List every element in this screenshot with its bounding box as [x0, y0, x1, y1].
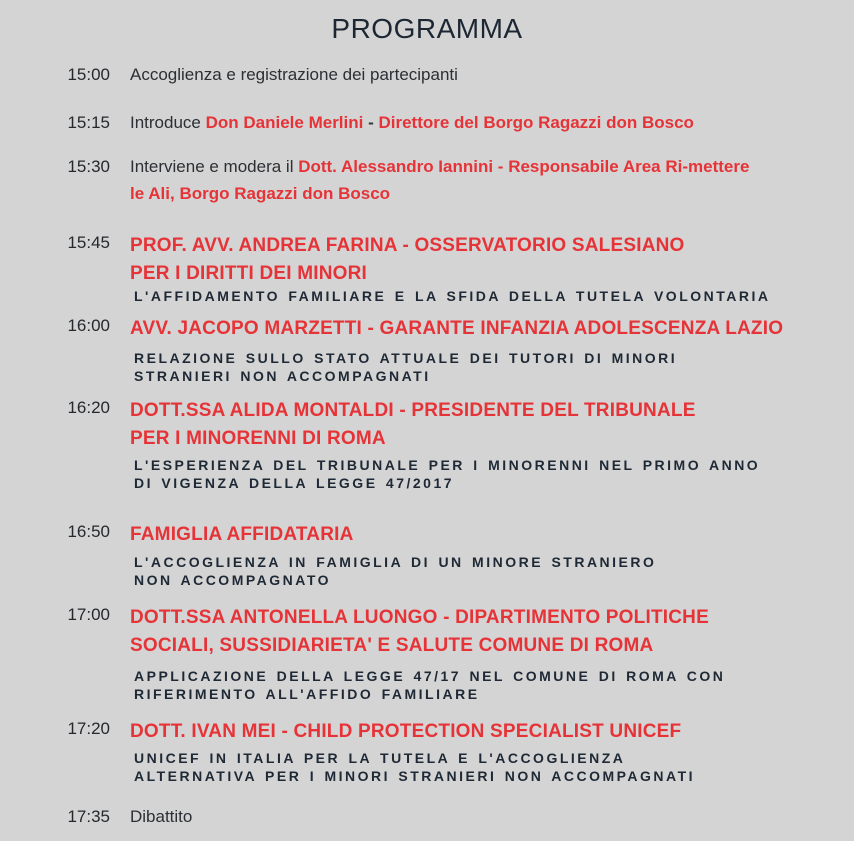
row-content [130, 604, 850, 703]
talk-title-block [134, 288, 850, 306]
talk-title-line: STRANIERI NON ACCOMPAGNATI [134, 367, 431, 384]
schedule-row-1515 [0, 112, 854, 134]
row-content [130, 151, 850, 210]
schedule-row-1720 [0, 718, 854, 785]
talk-title-line: RELAZIONE SULLO STATO ATTUALE DEI TUTORI DI MINORI [134, 350, 678, 366]
speaker-role: Direttore del Borgo Ragazzi don Bosco [378, 113, 694, 132]
time-label: 17:20 [67, 719, 110, 738]
schedule-row-1735 [0, 806, 854, 828]
speaker-heading: AVV. JACOPO MARZETTI - GARANTE INFANZIA ADOLESCENZA LAZIO [130, 318, 784, 339]
talk-title-line: UNICEF IN ITALIA PER LA TUTELA E L'ACCOGLIENZA [134, 750, 626, 766]
schedule-row-1620 [0, 397, 854, 492]
row-content [130, 806, 850, 828]
page-title: PROGRAMMA [331, 13, 523, 44]
time-label: 15:15 [67, 113, 110, 132]
schedule-row-1650 [0, 521, 854, 589]
talk-title-block [134, 457, 850, 492]
talk-title-line: APPLICAZIONE DELLA LEGGE 47/17 NEL COMUNE DI ROMA CON [134, 668, 726, 684]
talk-title-line: DI VIGENZA DELLA LEGGE 47/2017 [134, 474, 455, 491]
schedule-row-1600 [0, 315, 854, 385]
talk-title-block [134, 668, 850, 703]
row-content [130, 64, 850, 86]
schedule-row-1500 [0, 64, 854, 86]
talk-title-block [134, 750, 850, 785]
schedule-row-1530 [0, 156, 854, 210]
row-content [130, 397, 850, 492]
event-line [130, 112, 850, 134]
speaker-name: Dott. Alessandro Iannini - Responsabile Area Ri-mettere [298, 157, 750, 176]
schedule-row-1545 [0, 232, 854, 306]
talk-title-line: ALTERNATIVA PER I MINORI STRANIERI NON ACCOMPAGNATI [134, 767, 696, 784]
speaker-heading: PER I MINORENNI DI ROMA [130, 428, 386, 449]
row-content [130, 521, 850, 589]
speaker-role: le Ali, Borgo Ragazzi don Bosco [130, 184, 391, 203]
talk-title-line: NON ACCOMPAGNATO [134, 571, 332, 588]
talk-title-block [134, 350, 850, 385]
speaker-heading: DOTT. IVAN MEI - CHILD PROTECTION SPECIALIST UNICEF [130, 721, 682, 742]
row-content [130, 232, 850, 306]
speaker-heading: SOCIALI, SUSSIDIARIETA' E SALUTE COMUNE DI ROMA [130, 635, 654, 656]
event-text: Introduce [130, 113, 206, 132]
time-label: 15:30 [67, 157, 110, 176]
time-label: 16:20 [67, 398, 110, 417]
time-label: 15:45 [67, 233, 110, 252]
time-label: 16:50 [67, 522, 110, 541]
row-content [130, 718, 850, 785]
speaker-heading: PROF. AVV. ANDREA FARINA - OSSERVATORIO SALESIANO [130, 235, 685, 256]
schedule-row-1700 [0, 604, 854, 703]
event-text: Interviene e modera il [130, 157, 299, 176]
event-line [130, 64, 850, 86]
row-content [130, 315, 850, 385]
speaker-heading: PER I DIRITTI DEI MINORI [130, 263, 368, 284]
event-line [130, 806, 850, 828]
speaker-name: Don Daniele Merlini [205, 113, 364, 132]
event-text: Accoglienza e registrazione dei partecipanti [130, 65, 458, 84]
time-label: 15:00 [67, 65, 110, 84]
speaker-heading: FAMIGLIA AFFIDATARIA [130, 524, 354, 545]
row-content [130, 112, 850, 134]
separator-dash: - [363, 113, 379, 132]
talk-title-line: L'ACCOGLIENZA IN FAMIGLIA DI UN MINORE STRANIERO [134, 554, 657, 570]
talk-title-block [134, 554, 850, 589]
time-label: 16:00 [67, 316, 110, 335]
time-label: 17:35 [67, 807, 110, 826]
talk-title-line: L'ESPERIENZA DEL TRIBUNALE PER I MINORENNI NEL PRIMO ANNO [134, 457, 761, 473]
talk-title-line: L'AFFIDAMENTO FAMILIARE E LA SFIDA DELLA TUTELA VOLONTARIA [134, 288, 771, 304]
talk-title-line: RIFERIMENTO ALL'AFFIDO FAMILIARE [134, 685, 480, 702]
speaker-heading: DOTT.SSA ANTONELLA LUONGO - DIPARTIMENTO POLITICHE [130, 607, 709, 628]
speaker-heading: DOTT.SSA ALIDA MONTALDI - PRESIDENTE DEL TRIBUNALE [130, 400, 696, 421]
event-text: Dibattito [130, 807, 193, 826]
time-label: 17:00 [67, 605, 110, 624]
